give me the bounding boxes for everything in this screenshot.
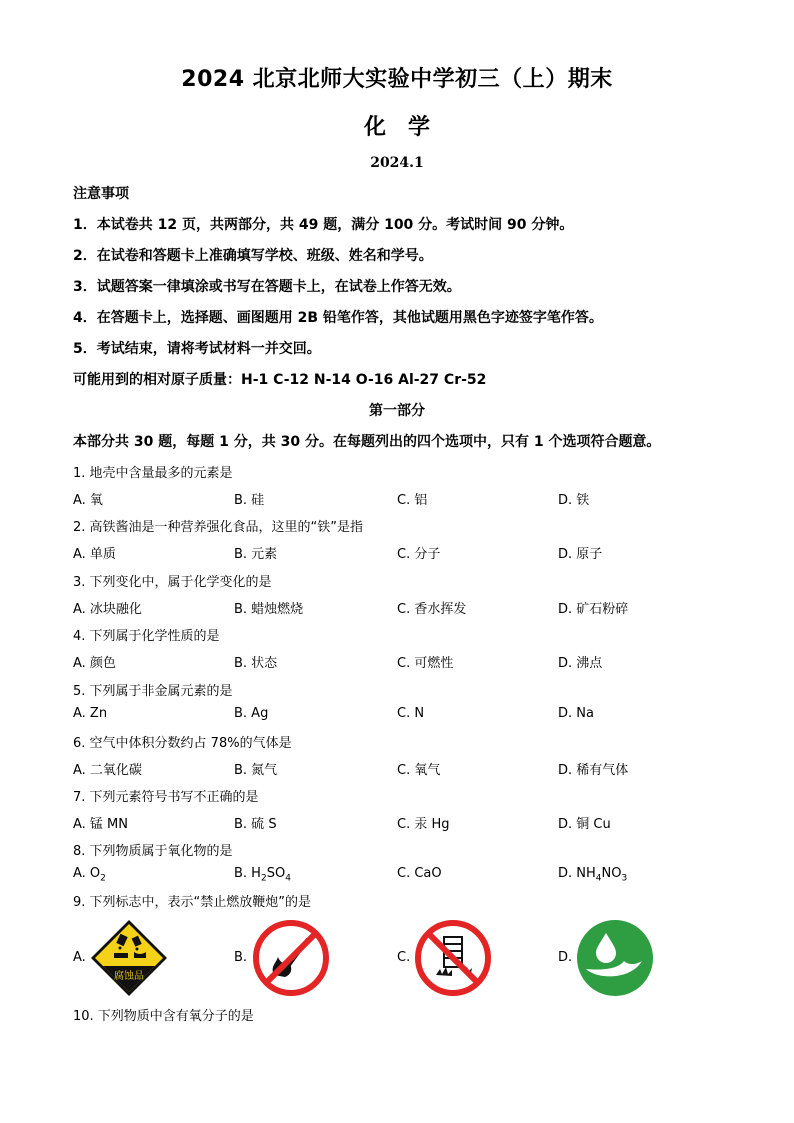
option-c: C. 铝 xyxy=(397,493,428,508)
option-a: A. 二氧化碳 xyxy=(73,763,142,778)
note-item: 2．在试卷和答题卡上准确填写学校、班级、姓名和学号。 xyxy=(73,248,433,264)
option-a: A. 单质 xyxy=(73,547,116,562)
question-stem: 9. 下列标志中，表示“禁止燃放鞭炮”的是 xyxy=(73,895,312,910)
option-c: C. xyxy=(397,950,411,965)
note-item: 1．本试卷共 12 页，共两部分，共 49 题，满分 100 分。考试时间 90 分钟。 xyxy=(73,217,574,233)
question-stem: 2. 高铁酱油是一种营养强化食品，这里的“铁”是指 xyxy=(73,520,364,535)
option-a: A. $O_2$ xyxy=(73,866,106,884)
option-d: D. xyxy=(558,950,573,965)
option-a: A. 颜色 xyxy=(73,656,116,671)
option-b: B. 氮气 xyxy=(234,763,278,778)
option-a: A. 锰 MN xyxy=(73,817,129,832)
option-b: B. $H_2SO_4$ xyxy=(234,866,291,884)
option-b: B. xyxy=(234,950,248,965)
question-stem: 10. 下列物质中含有氧分子的是 xyxy=(73,1009,254,1024)
no-open-flame-icon xyxy=(252,919,330,997)
water-saving-icon xyxy=(576,919,654,997)
part-title: 第一部分 xyxy=(369,403,425,419)
note-item: 4．在答题卡上，选择题、画图题用 2B 铅笔作答，其他试题用黑色字迹签字笔作答。 xyxy=(73,310,603,326)
exam-title: 2024 北京北师大实验中学初三（上）期末 xyxy=(181,67,613,92)
option-c: C. CaO xyxy=(397,866,442,881)
option-d: D. 矿石粉碎 xyxy=(558,602,629,617)
option-d: D. 沸点 xyxy=(558,656,603,671)
option-b: B. 硫 S xyxy=(234,817,277,832)
option-c: C. N xyxy=(397,706,425,721)
option-a: A. xyxy=(73,950,86,965)
option-d: D. 铁 xyxy=(558,493,590,508)
question-stem: 4. 下列属于化学性质的是 xyxy=(73,629,220,644)
option-d: D. Na xyxy=(558,706,594,721)
option-c: C. 香水挥发 xyxy=(397,602,467,617)
option-b: B. 状态 xyxy=(234,656,278,671)
option-b: B. 元素 xyxy=(234,547,278,562)
option-d: D. 稀有气体 xyxy=(558,763,629,778)
option-b: B. 蜡烛燃烧 xyxy=(234,602,304,617)
option-c: C. 分子 xyxy=(397,547,441,562)
option-a: A. 冰块融化 xyxy=(73,602,142,617)
option-a: A. Zn xyxy=(73,706,108,721)
corrosive-sign-icon xyxy=(90,919,168,997)
note-item: 3．试题答案一律填涂或书写在答题卡上，在试卷上作答无效。 xyxy=(73,279,461,295)
no-fireworks-icon xyxy=(414,919,492,997)
option-c: C. 汞 Hg xyxy=(397,817,450,832)
part-intro: 本部分共 30 题，每题 1 分，共 30 分。在每题列出的四个选项中，只有 1 个选项符合题意。 xyxy=(73,434,661,450)
notes-heading: 注意事项 xyxy=(73,186,129,202)
question-stem: 3. 下列变化中，属于化学变化的是 xyxy=(73,575,272,590)
corrosive-sign-label: 腐蚀品 xyxy=(114,971,144,982)
question-stem: 6. 空气中体积分数约占 78%的气体是 xyxy=(73,736,292,751)
question-stem: 7. 下列元素符号书写不正确的是 xyxy=(73,790,259,805)
option-d: D. $NH_4NO_3$ xyxy=(558,866,628,884)
note-item: 5．考试结束，请将考试材料一并交回。 xyxy=(73,341,321,357)
option-a: A. 氧 xyxy=(73,493,103,508)
question-stem: 8. 下列物质属于氧化物的是 xyxy=(73,844,233,859)
option-d: D. 原子 xyxy=(558,547,603,562)
option-b: B. Ag xyxy=(234,706,269,721)
option-d: D. 铜 Cu xyxy=(558,817,611,832)
question-stem: 1. 地壳中含量最多的元素是 xyxy=(73,466,233,481)
option-c: C. 氧气 xyxy=(397,763,441,778)
atomic-masses: 可能用到的相对原子质量：H-1 C-12 N-14 O-16 Al-27 Cr-52 xyxy=(73,372,487,388)
option-b: B. 硅 xyxy=(234,493,265,508)
question-stem: 5. 下列属于非金属元素的是 xyxy=(73,684,233,699)
exam-subject: 化 学 xyxy=(363,115,430,140)
option-c: C. 可燃性 xyxy=(397,656,454,671)
exam-date: 2024.1 xyxy=(370,155,424,171)
